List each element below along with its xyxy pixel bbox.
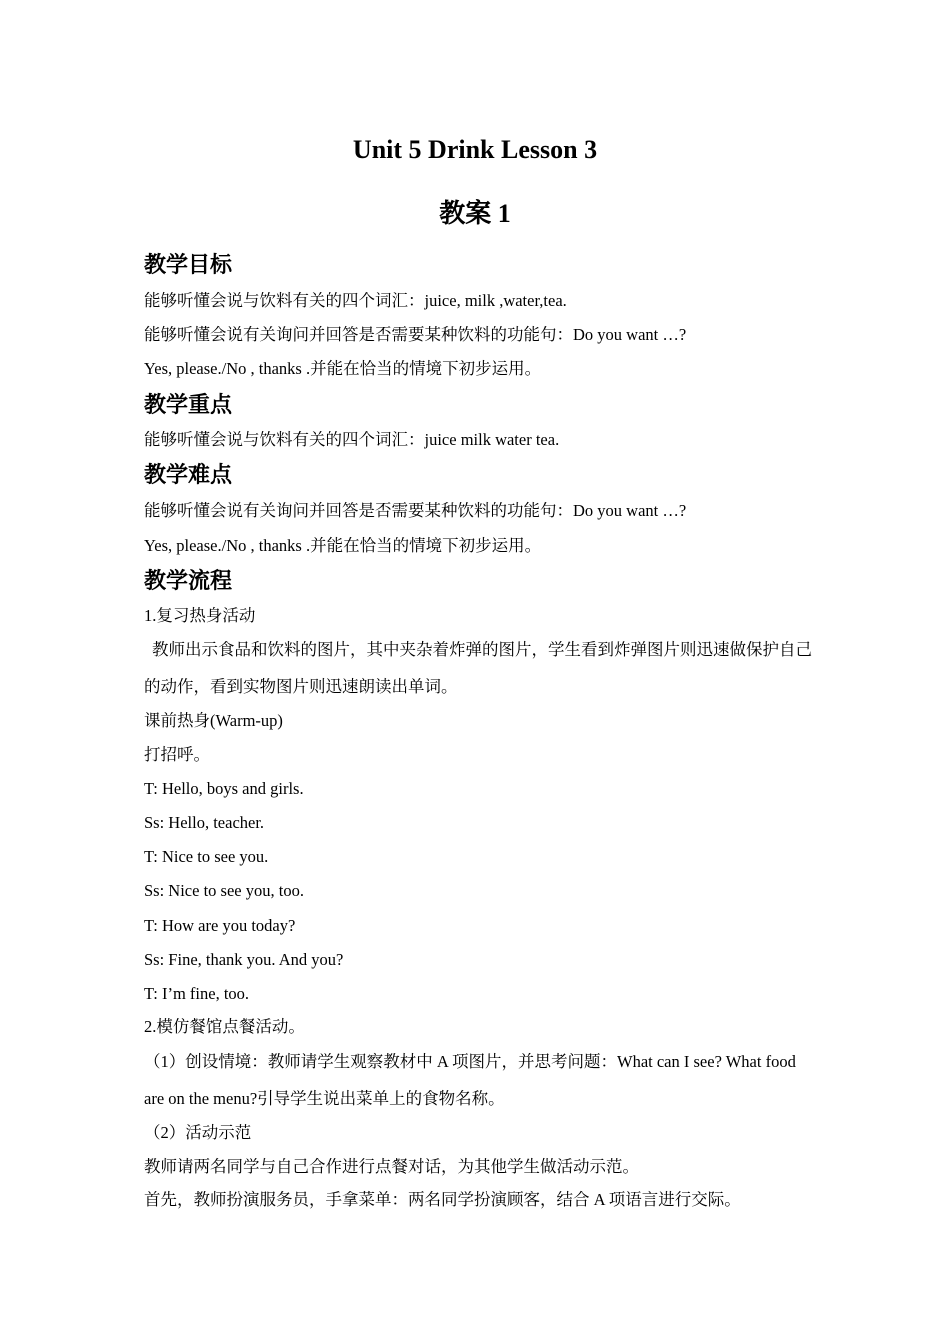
dialogue-line: T: Hello, boys and girls.	[144, 779, 304, 798]
step1-title: 1.复习热身活动	[144, 606, 256, 625]
step2-demo-title: （2）活动示范	[144, 1123, 252, 1142]
difficulties-line: 能够听懂会说有关询问并回答是否需要某种饮料的功能句：Do you want …?	[144, 501, 687, 520]
dialogue-line: T: I’m fine, too.	[144, 984, 250, 1003]
step2-demo-line: 教师请两名同学与自己合作进行点餐对话，为其他学生做活动示范。	[144, 1157, 639, 1176]
greeting-line: 打招呼。	[144, 745, 210, 764]
objectives-line: Yes, please./No , thanks .并能在恰当的情境下初步运用。	[144, 359, 542, 378]
dialogue-line: Ss: Fine, thank you. And you?	[144, 950, 344, 969]
objectives-line: 能够听懂会说有关询问并回答是否需要某种饮料的功能句：Do you want …?	[144, 325, 687, 344]
step2-title: 2.模仿餐馆点餐活动。	[144, 1017, 305, 1036]
key-points-heading: 教学重点	[144, 392, 233, 417]
step1-description: 教师出示食品和饮料的图片，其中夹杂着炸弹的图片，学生看到炸弹图片则迅速做保护自己的动作，看到实物图片则迅速朗读出单词。	[144, 640, 812, 696]
key-points-line: 能够听懂会说与饮料有关的四个词汇：juice milk water tea.	[144, 430, 560, 449]
process-heading: 教学流程	[144, 568, 233, 593]
objectives-heading: 教学目标	[144, 252, 233, 277]
step2-demo-line: 首先，教师扮演服务员，手拿菜单：两名同学扮演顾客，结合 A 项语言进行交际。	[144, 1190, 741, 1209]
dialogue-line: Ss: Hello, teacher.	[144, 813, 265, 832]
document-title: Unit 5 Drink Lesson 3	[352, 135, 598, 164]
dialogue-line: T: Nice to see you.	[144, 847, 269, 866]
objectives-line: 能够听懂会说与饮料有关的四个词汇：juice, milk ,water,tea.	[144, 291, 567, 310]
warmup-title: 课前热身(Warm-up)	[144, 711, 283, 730]
dialogue-line: T: How are you today?	[144, 916, 296, 935]
difficulties-heading: 教学难点	[144, 462, 233, 487]
dialogue-line: Ss: Nice to see you, too.	[144, 881, 304, 900]
difficulties-line: Yes, please./No , thanks .并能在恰当的情境下初步运用。	[144, 536, 542, 555]
step2-situation: （1）创设情境：教师请学生观察教材中 A 项图片，并思考问题：What can I see? What food are on the menu?引导学生说出菜单上的食物名称。	[144, 1052, 796, 1108]
document-subtitle: 教案 1	[439, 199, 511, 228]
